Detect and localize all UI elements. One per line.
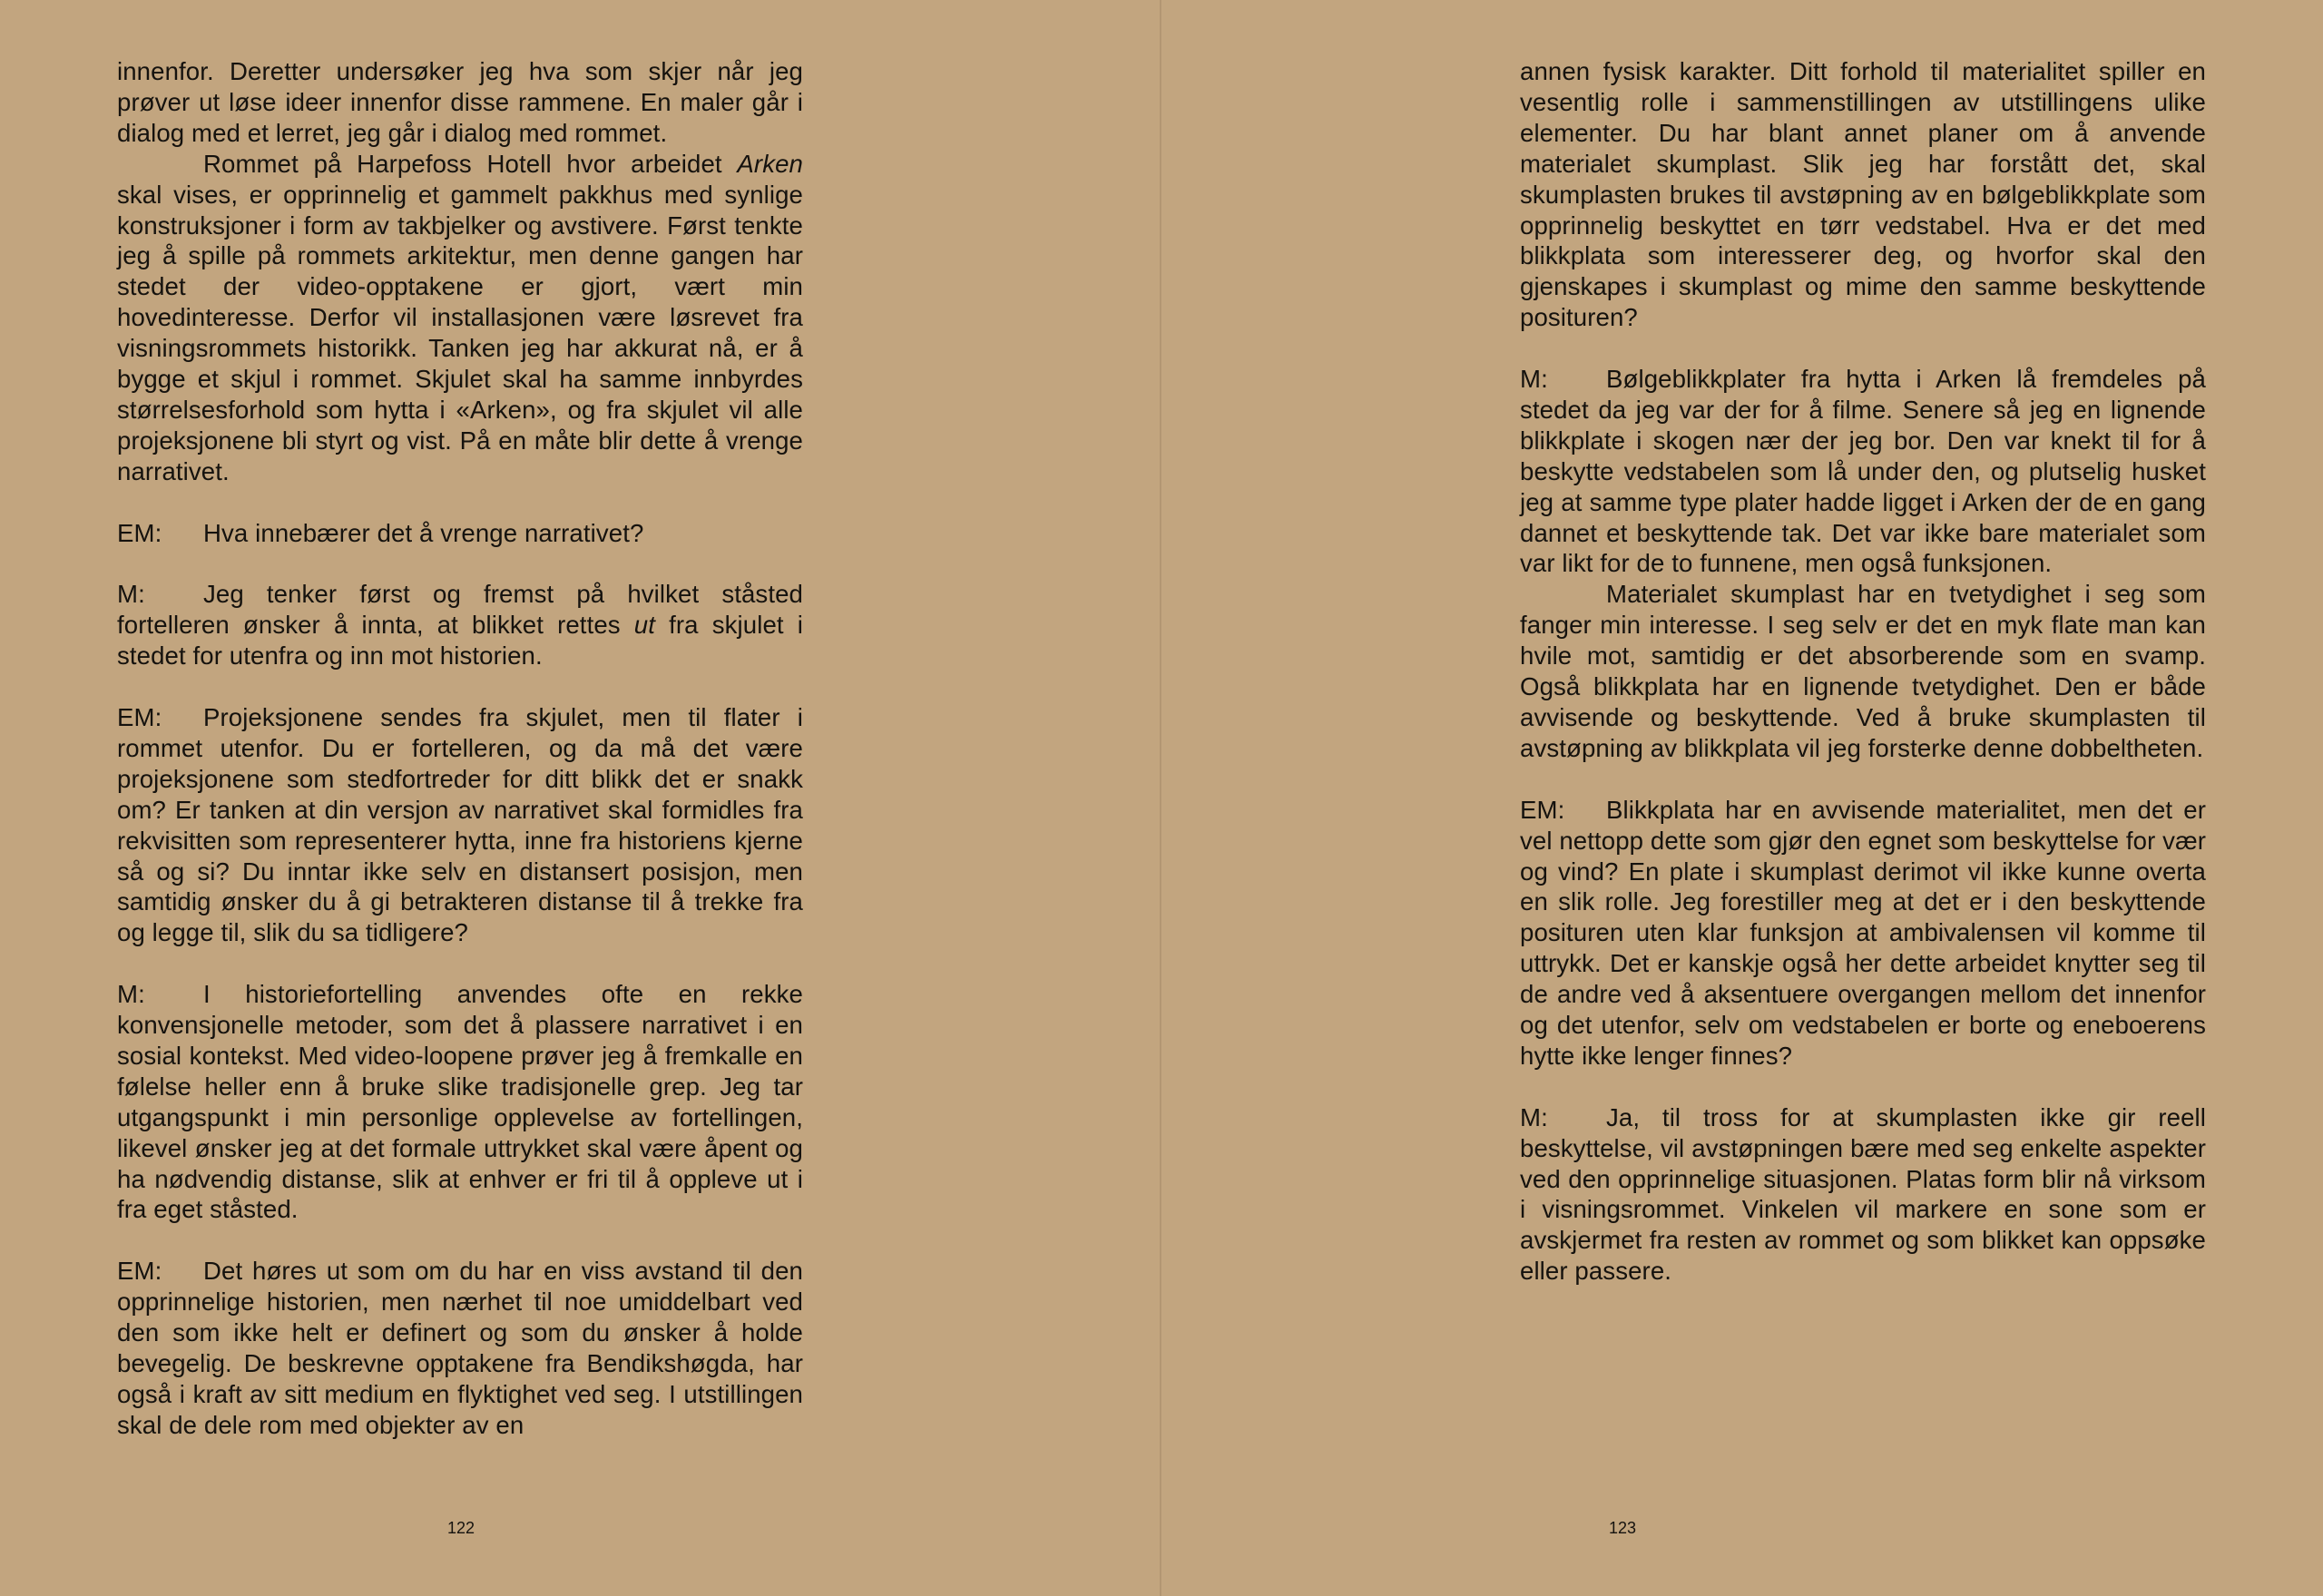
paragraph (117, 149, 803, 487)
answer-text: I historiefortelling anvendes ofte en rekke konvensjonelle metoder, som det å plassere narrativet i en sosial kontekst. Med video-loopene prøver jeg å fremkalle en følelse heller enn å bruke slike tradisjonelle grep. Jeg tar utgangspunkt i min personlige opplevelse av fortellingen, likevel ønsker jeg at det formale uttrykket skal være åpent og ha nødvendig distanse, slik at enhver er fri til å oppleve ut i fra eget ståsted. (117, 980, 803, 1224)
question-em (117, 1256, 803, 1440)
paragraph: annen fysisk karakter. Ditt forhold til materialitet spiller en vesentlig rolle i sammenstillingen av utstillingens ulike elementer. Du har blant annet planer om å anvende materialet skumplast. Slik jeg har forstått det, skal skumplasten brukes til avstøpning av en bølgeblikkplate som opprinnelig beskyttet en tørr vedstabel. Hva er det med blikkplata som interesserer deg, og hvorfor skal den gjenskapes i skumplast og mime den samme beskyttende posituren? (1520, 57, 2206, 332)
speaker-label: EM: (117, 1257, 162, 1286)
answer-m (117, 979, 803, 1225)
answer-text: fra skjulet i stedet for utenfra og inn mot historien. (117, 611, 803, 671)
answer-text: Bølgeblikkplater fra hytta i Arken lå fremdeles på stedet da jeg var der for å filme. Senere så jeg en lignende blikkplate i skogen nær der jeg bor. Den var knekt til for å beskytte vedstabelen som lå under den, og plutselig husket jeg at samme type plater hadde ligget i Arken der de en gang dannet et beskyttende tak. Det var ikke bare materialet som var likt for de to funnene, men også funksjonen. (1520, 365, 2206, 578)
emphasis: ut (633, 611, 656, 640)
answer-m (1520, 364, 2206, 579)
text-run: skal vises, er opprinnelig et gammelt pakkhus med synlige konstruksjoner i form av takbjelker og avstivere. Først tenkte jeg å spille på rommets arkitektur, men denne gangen har stedet der video-opptakene er gjort, vært min hovedinteresse. Derfor vil installasjonen være løsrevet fra visningsrommets historikk. Tanken jeg har akkurat nå, er å bygge et skjul i rommet. Skjulet skal ha samme innbyrdes størrelsesforhold som hytta i «Arken», og fra skjulet vil alle projeksjonene bli styrt og vist. På en måte blir dette å vrenge narrativet. (117, 180, 803, 485)
question-em (117, 518, 803, 549)
speaker-label: M: (1520, 365, 1548, 394)
answer-m (1520, 1102, 2206, 1287)
question-em (1520, 795, 2206, 1072)
page-number: 122 (447, 1519, 475, 1537)
question-text: Projeksjonene sendes fra skjulet, men til flater i rommet utenfor. Du er fortelleren, og da må det være projeksjonene som stedfortreder for ditt blikk det er snakk om? Er tanken at din versjon av narrativet skal formidles fra rekvisitten som representerer hytta, inne fra historiens kjerne så og si? Du inntar ikke selv en distansert posisjon, men samtidig ønsker du å gi betrakteren distanse til å trekke fra og legge til, slik du sa tidligere? (117, 702, 803, 947)
right-text-column (1520, 56, 2206, 1287)
speaker-label: EM: (117, 518, 162, 547)
paragraph: Materialet skumplast har en tvetydighet i seg som fanger min interesse. I seg selv er det en myk flate man kan hvile mot, samtidig er det absorberende som en svamp. Også blikkplata har en lignende tvetydighet. Den er både avvisende og beskyttende. Ved å bruke skumplasten til avstøpning av blikkplata vil jeg forsterke denne dobbeltheten. (1520, 580, 2206, 762)
question-text: Blikkplata har en avvisende materialitet, men det er vel nettopp dette som gjør den egnet som beskyttelse for vær og vind? En plate i skumplast derimot vil ikke kunne overta en slik rolle. Jeg forestiller meg at det er i den beskyttende posituren uten klar funksjon at ambivalensen vil komme til uttrykk. Det er kanskje også her dette arbeidet knytter seg til de andre ved å aksentuere overgangen mellom det innenfor og det utenfor, selv om vedstabelen er borte og eneboerens hytte ikke lenger finnes? (1520, 795, 2207, 1070)
speaker-label: EM: (1520, 795, 1565, 824)
artwork-title: Arken (737, 149, 803, 178)
answer-text: Ja, til tross for at skumplasten ikke gir reell beskyttelse, vil avstøpningen bære med seg enkelte aspekter ved den opprinnelige situasjonen. Platas form blir nå virksom i visningsrommet. Vinkelen vil markere en sone som er avskjermet fra resten av rommet og som blikket kan oppsøke eller passere. (1520, 1102, 2206, 1286)
speaker-label: M: (117, 580, 145, 609)
text-run: Rommet på Harpefoss Hotell hvor arbeidet (203, 149, 738, 178)
question-text: Det høres ut som om du har en viss avstand til den opprinnelige historien, men nærhet til noe umiddelbart ved den som ikke helt er definert og som du ønsker å holde bevegelig. De beskrevne opptakene fra Bendikshøgda, har også i kraft av sitt medium en flyktighet ved seg. I utstillingen skal de dele rom med objekter av en (117, 1257, 803, 1439)
speaker-label: M: (1520, 1102, 1548, 1131)
answer-m (117, 579, 803, 671)
answer-text: Jeg tenker først og fremst på hvilket ståsted fortelleren ønsker å innta, at blikket rettes (117, 580, 803, 640)
left-page (0, 0, 1160, 1596)
question-text: Hva innebærer det å vrenge narrativet? (203, 518, 644, 547)
right-page (1162, 0, 2323, 1596)
left-text-column (117, 56, 803, 1441)
page-number: 123 (1609, 1519, 1637, 1537)
speaker-label: M: (117, 980, 145, 1009)
question-em (117, 702, 803, 948)
paragraph: innenfor. Deretter undersøker jeg hva som skjer når jeg prøver ut løse ideer innenfor disse rammene. En maler går i dialog med et lerret, jeg går i dialog med rommet. (117, 57, 803, 147)
speaker-label: EM: (117, 702, 162, 731)
